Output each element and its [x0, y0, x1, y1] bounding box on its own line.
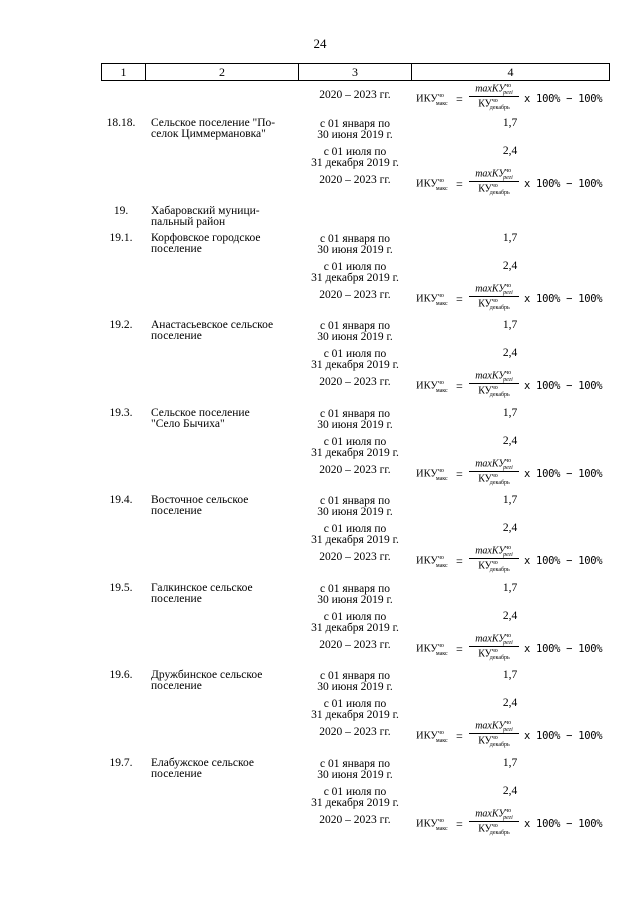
period-cell: с 01 января по 30 июня 2019 г.	[317, 233, 393, 256]
formula-tail: x 100% − 100%	[524, 93, 603, 105]
row-number: 19.1.	[109, 232, 133, 244]
header-col-4: 4	[507, 65, 514, 79]
value-cell: 2,4	[502, 435, 518, 447]
formula-lhs: $ИКУ^{чо}_{макс}$	[416, 93, 448, 107]
formula-tail: x 100% − 100%	[524, 468, 603, 480]
fraction-bar	[469, 821, 519, 822]
value-cell: 2,4	[502, 697, 518, 709]
fraction-bar	[469, 733, 519, 734]
period-cell: с 01 января по 30 июня 2019 г.	[317, 408, 393, 431]
period-cell: с 01 июля по 31 декабря 2019 г.	[311, 348, 399, 371]
formula-tail: x 100% − 100%	[524, 730, 603, 742]
value-cell: 1,7	[502, 757, 518, 769]
row-number: 19.5.	[109, 582, 133, 594]
row-number: 19.3.	[109, 407, 133, 419]
row-number: 19.2.	[109, 319, 133, 331]
formula-denominator: $КУ^{чо}_{декабрь}$	[478, 560, 510, 574]
period-cell: 2020 – 2023 гг.	[319, 726, 391, 738]
period-cell: 2020 – 2023 гг.	[319, 289, 391, 301]
value-cell: 2,4	[502, 785, 518, 797]
formula-denominator: $КУ^{чо}_{декабрь}$	[478, 648, 510, 662]
formula-lhs: $ИКУ^{чо}_{макс}$	[416, 818, 448, 832]
formula-tail: x 100% − 100%	[524, 380, 603, 392]
formula-tail: x 100% − 100%	[524, 643, 603, 655]
formula	[416, 633, 611, 663]
row-number: 19.	[113, 205, 129, 217]
formula-numerator: maxКУ$^{чо}_{регі}$	[475, 283, 513, 297]
row-number: 19.4.	[109, 494, 133, 506]
period-cell: 2020 – 2023 гг.	[319, 639, 391, 651]
row-number: 19.7.	[109, 757, 133, 769]
period-cell: с 01 июля по 31 декабря 2019 г.	[311, 698, 399, 721]
formula-lhs: $ИКУ^{чо}_{макс}$	[416, 178, 448, 192]
fraction-bar	[469, 646, 519, 647]
period-cell: 2020 – 2023 гг.	[319, 551, 391, 563]
formula-numerator: maxКУ$^{чо}_{регі}$	[475, 720, 513, 734]
formula-numerator: maxКУ$^{чо}_{регі}$	[475, 370, 513, 384]
value-cell: 2,4	[502, 260, 518, 272]
formula-denominator: $КУ^{чо}_{декабрь}$	[478, 385, 510, 399]
formula-denominator: $КУ^{чо}_{декабрь}$	[478, 298, 510, 312]
period-cell: 2020 – 2023 гг.	[319, 89, 391, 101]
formula-eq: =	[456, 554, 463, 568]
row-name: Елабужское сельское поселение	[151, 757, 255, 780]
header-col-3: 3	[352, 65, 358, 79]
value-cell: 1,7	[502, 494, 518, 506]
value-cell: 1,7	[502, 319, 518, 331]
formula-tail: x 100% − 100%	[524, 293, 603, 305]
formula	[416, 720, 611, 750]
period-cell: с 01 июля по 31 декабря 2019 г.	[311, 146, 399, 169]
period-cell: с 01 января по 30 июня 2019 г.	[317, 670, 393, 693]
formula-tail: x 100% − 100%	[524, 818, 603, 830]
formula-numerator: maxКУ$^{чо}_{регі}$	[475, 168, 513, 182]
value-cell: 2,4	[502, 347, 518, 359]
formula-lhs: $ИКУ^{чо}_{макс}$	[416, 293, 448, 307]
formula-denominator: $КУ^{чо}_{декабрь}$	[478, 473, 510, 487]
row-number: 19.6.	[109, 669, 133, 681]
formula	[416, 168, 611, 198]
row-name: Галкинское сельское поселение	[151, 582, 253, 605]
period-cell: с 01 июля по 31 декабря 2019 г.	[311, 786, 399, 809]
period-cell: с 01 июля по 31 декабря 2019 г.	[311, 523, 399, 546]
period-cell: с 01 января по 30 июня 2019 г.	[317, 118, 393, 141]
row-name: Сельское поселение "По- селок Циммермановка"	[151, 117, 276, 140]
table-header	[101, 63, 610, 81]
formula-eq: =	[456, 729, 463, 743]
header-col-2: 2	[219, 65, 225, 79]
period-cell: 2020 – 2023 гг.	[319, 376, 391, 388]
page-number: 24	[313, 36, 327, 51]
period-cell: с 01 января по 30 июня 2019 г.	[317, 495, 393, 518]
period-cell: с 01 января по 30 июня 2019 г.	[317, 320, 393, 343]
formula-tail: x 100% − 100%	[524, 178, 603, 190]
row-name: Хабаровский муници- пальный район	[151, 205, 260, 228]
formula-eq: =	[456, 177, 463, 191]
fraction-bar	[469, 471, 519, 472]
formula-denominator: $КУ^{чо}_{декабрь}$	[478, 823, 510, 837]
formula-lhs: $ИКУ^{чо}_{макс}$	[416, 555, 448, 569]
formula-numerator: maxКУ$^{чо}_{регі}$	[475, 83, 513, 97]
value-cell: 1,7	[502, 669, 518, 681]
formula	[416, 808, 611, 838]
formula-lhs: $ИКУ^{чо}_{макс}$	[416, 380, 448, 394]
fraction-bar	[469, 96, 519, 97]
period-cell: с 01 января по 30 июня 2019 г.	[317, 758, 393, 781]
formula-numerator: maxКУ$^{чо}_{регі}$	[475, 633, 513, 647]
formula-lhs: $ИКУ^{чо}_{макс}$	[416, 643, 448, 657]
value-cell: 1,7	[502, 117, 518, 129]
fraction-bar	[469, 181, 519, 182]
period-cell: 2020 – 2023 гг.	[319, 814, 391, 826]
period-cell: с 01 июля по 31 декабря 2019 г.	[311, 261, 399, 284]
row-name: Восточное сельское поселение	[151, 494, 249, 517]
period-cell: с 01 января по 30 июня 2019 г.	[317, 583, 393, 606]
formula	[416, 545, 611, 575]
row-name: Дружбинское сельское поселение	[151, 669, 263, 692]
value-cell: 2,4	[502, 522, 518, 534]
period-cell: с 01 июля по 31 декабря 2019 г.	[311, 436, 399, 459]
formula-eq: =	[456, 92, 463, 106]
formula-eq: =	[456, 817, 463, 831]
period-cell: 2020 – 2023 гг.	[319, 174, 391, 186]
formula	[416, 370, 611, 400]
formula-denominator: $КУ^{чо}_{декабрь}$	[478, 183, 510, 197]
value-cell: 1,7	[502, 407, 518, 419]
period-cell: 2020 – 2023 гг.	[319, 464, 391, 476]
formula-lhs: $ИКУ^{чо}_{макс}$	[416, 730, 448, 744]
formula-eq: =	[456, 642, 463, 656]
row-name: Анастасьевское сельское поселение	[151, 319, 274, 342]
row-name: Сельское поселение "Село Бычиха"	[151, 407, 250, 430]
formula	[416, 458, 611, 488]
fraction-bar	[469, 383, 519, 384]
formula-numerator: maxКУ$^{чо}_{регі}$	[475, 458, 513, 472]
formula-numerator: maxКУ$^{чо}_{регі}$	[475, 808, 513, 822]
formula	[416, 83, 611, 113]
formula-lhs: $ИКУ^{чо}_{макс}$	[416, 468, 448, 482]
row-number: 18.18.	[106, 117, 136, 129]
row-name: Корфовское городское поселение	[151, 232, 261, 255]
formula-eq: =	[456, 467, 463, 481]
formula-denominator: $КУ^{чо}_{декабрь}$	[478, 98, 510, 112]
formula-tail: x 100% − 100%	[524, 555, 603, 567]
fraction-bar	[469, 558, 519, 559]
value-cell: 2,4	[502, 145, 518, 157]
fraction-bar	[469, 296, 519, 297]
header-col-1: 1	[120, 65, 127, 79]
value-cell: 2,4	[502, 610, 518, 622]
value-cell: 1,7	[502, 232, 518, 244]
formula-numerator: maxКУ$^{чо}_{регі}$	[475, 545, 513, 559]
formula-denominator: $КУ^{чо}_{декабрь}$	[478, 735, 510, 749]
formula-eq: =	[456, 379, 463, 393]
formula-eq: =	[456, 292, 463, 306]
period-cell: с 01 июля по 31 декабря 2019 г.	[311, 611, 399, 634]
value-cell: 1,7	[502, 582, 518, 594]
formula	[416, 283, 611, 313]
